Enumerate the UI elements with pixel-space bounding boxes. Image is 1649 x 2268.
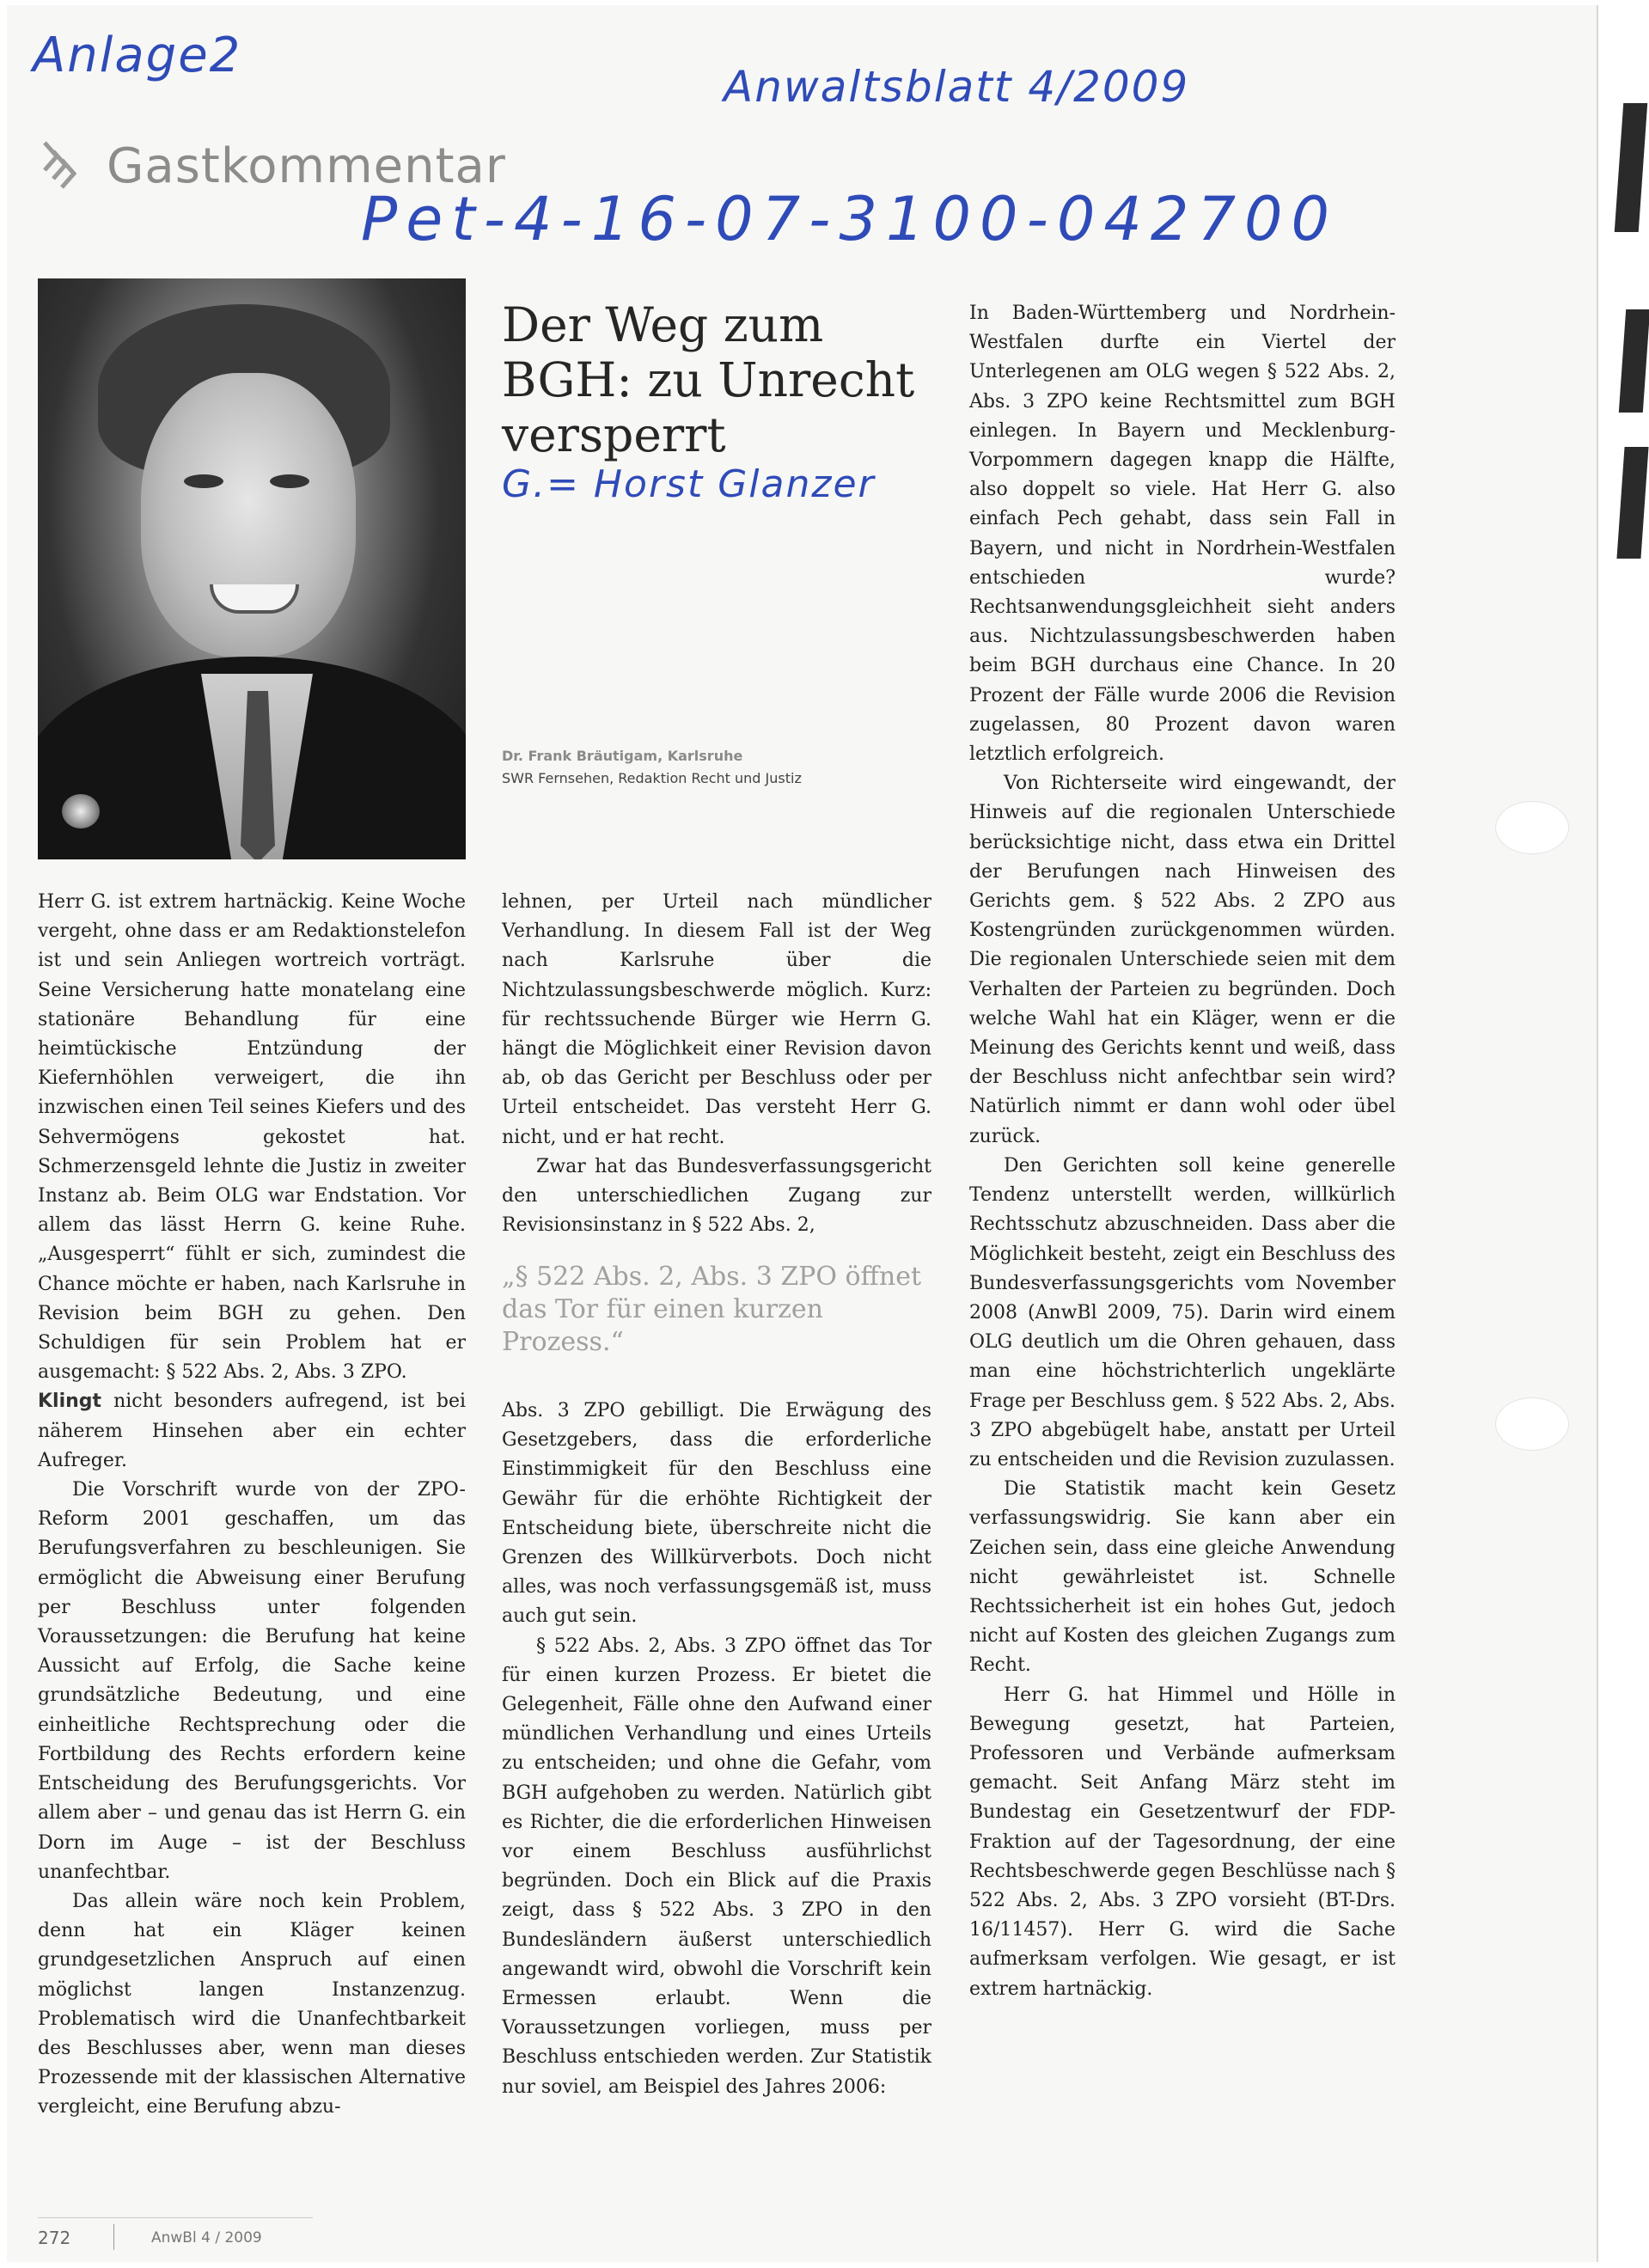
footer-rule <box>38 2217 313 2218</box>
paragraph: Die Vorschrift wurde von der ZPO-Reform 2001 geschaffen, um das Berufungsverfahren zu beschleunigen. Sie ermöglicht die Abweisung einer Berufung per Beschluss unter folgenden Voraussetzungen: die Berufung hat keine Aussicht auf Erfolg, die Sache keine grundsätzliche Bedeutung, und eine einheitliche Rechtsprechung oder die Fortbildung des Rechts erfordern keine Entscheidung des Berufungsgerichts. Vor allem aber – und genau das ist Herrn G. ein Dorn im Auge – ist der Beschluss unanfechtbar. <box>38 1479 466 1883</box>
author-name: Dr. Frank Bräutigam, Karlsruhe <box>502 748 743 764</box>
handwritten-reference-number: Pet-4-16-07-3100-042700 <box>361 184 1339 254</box>
scan-edge <box>1600 0 1649 2268</box>
paragraph: Herr G. hat Himmel und Hölle in Bewegung gesetzt, hat Parteien, Professoren und Verbände aufmerksam gemacht. Seit Anfang März steht im Bundestag ein Gesetzentwurf der FDP-Fraktion auf der Tagesordnung, der eine Rechtsbeschwerde gegen Beschlüsse nach § 522 Abs. 2, Abs. 3 ZPO vorsieht (BT-Drs. 16/11457). Herr G. wird die Sache aufmerksam verfolgen. Wie gesagt, er ist extrem hartnäckig. <box>969 1684 1396 2000</box>
paragraph: § 522 Abs. 2, Abs. 3 ZPO öffnet das Tor für einen kurzen Prozess. Er bietet die Gelegenheit, Fälle ohne den Aufwand einer mündlichen Verhandlung und eines Urteils zu entscheiden; und ohne die Gefahr, vom BGH aufgehoben zu werden. Natürlich gibt es Richter, die die erforderlichen Hinweisen vor einem Beschluss ausführlichst begründen. Doch ein Blick auf die Praxis zeigt, dass § 522 Abs. 3 ZPO in den Bundesländern äußerst unterschiedlich angewandt wird, obwohl die Vorschrift kein Ermessen erlaubt. Wenn die Voraussetzungen vorliegen, muss per Beschluss entschieden werden. Zur Statistik nur soviel, am Beispiel des Jahres 2006: <box>502 1635 931 2098</box>
author-portrait <box>38 278 466 859</box>
paragraph: Die Statistik macht kein Gesetz verfassungswidrig. Sie kann aber ein Zeichen sein, dass eine gleiche Anwendung nicht gewährleistet ist. Schnelle Rechtssicherheit ist ein hohes Gut, jedoch nicht auf Kosten des gleichen Zugangs zum Recht. <box>969 1478 1396 1677</box>
punch-hole-lower <box>1495 1397 1569 1451</box>
paragraph: Das allein wäre noch kein Problem, denn hat ein Kläger keinen grundgesetzlichen Anspruch auf einen möglichst langen Instanzenzug. Problematisch wird die Unanfechtbarkeit des Beschlusses aber, wenn man dieses Prozessende mit der klassischen Alternative vergleicht, eine Berufung abzu- <box>38 1890 466 2118</box>
article-column-3 <box>969 299 1396 2004</box>
page-number: 272 <box>38 2228 71 2248</box>
handwritten-source-note: Anwaltsblatt 4/2009 <box>724 62 1190 112</box>
article-column-2-top <box>502 888 931 1240</box>
article-column-1 <box>38 888 466 2123</box>
article-headline: Der Weg zum BGH: zu Unrecht versperrt <box>502 297 915 462</box>
paragraph: In Baden-Württemberg und Nordrhein-Westfalen durfte ein Viertel der Unterlegenen am OLG wegen § 522 Abs. 2, Abs. 3 ZPO keine Rechtsmittel zum BGH einlegen. In Bayern und Mecklenburg-Vorpommern dagegen knapp die Hälfte, also doppelt so viele. Hat Herr G. also einfach Pech gehabt, dass sein Fall in Bayern, und nicht in Nordrhein-Westfalen entschieden wurde? Rechtsanwendungsgleichheit sieht anders aus. Nichtzulassungsbeschwerden haben beim BGH durchaus eine Chance. In 20 Prozent der Fälle wurde 2006 die Revision zugelassen, 80 Prozent davon waren letztlich erfolgreich. <box>969 303 1396 766</box>
handwritten-word: Klingt <box>38 1391 102 1413</box>
author-role: SWR Fernsehen, Redaktion Recht und Justiz <box>502 770 802 786</box>
pull-quote: „§ 522 Abs. 2, Abs. 3 ZPO öffnet das Tor für einen kurzen Prozess.“ <box>502 1262 921 1357</box>
issue-label: AnwBl 4 / 2009 <box>151 2229 262 2247</box>
paragraph: Abs. 3 ZPO gebilligt. Die Erwägung des Gesetzgebers, dass die erforderliche Einstimmigkeit für den Beschluss eine Gewähr für die erhöhte Richtigkeit der Entscheidung biete, überschreite nicht die Grenzen des Willkürverbots. Doch nicht alles, was noch verfassungsgemäß ist, muss auch gut sein. <box>502 1400 931 1628</box>
punch-hole-upper <box>1495 801 1569 854</box>
handwritten-annex-label: Anlage2 <box>33 28 242 83</box>
article-column-2-bottom <box>502 1397 931 2102</box>
handwritten-name-note: G.= Horst Glanzer <box>502 462 876 506</box>
paragraph: Herr G. ist extrem hartnäckig. Keine Woche vergeht, ohne dass er am Redaktionstelefon ist und sein Anliegen wortreich vorträgt. Seine Versicherung hatte monatelang eine stationäre Behandlung für eine heimtückische Entzündung der Kiefernhöhlen verweigert, die ihn inzwischen einen Teil seines Kiefers und des Sehvermögens gekostet hat. Schmerzensgeld lehnte die Justiz in zweiter Instanz ab. Beim OLG war Endstation. Vor allem das lässt Herrn G. keine Ruhe. „Ausgesperrt“ fühlt er sich, zumindest die Chance möchte er haben, nach Karlsruhe in Revision beim BGH zu gehen. Den Schuldigen für sein Problem hat er ausgemacht: § 522 Abs. 2, Abs. 3 ZPO. <box>38 891 466 1384</box>
paragraph: Von Richterseite wird eingewandt, der Hinweis auf die regionalen Unterschiede berücksichtige nicht, dass etwa ein Drittel der Berufungen nach Hinweisen des Gerichts gem. § 522 Abs. 2 ZPO aus Kostengründen zurückgenommen würden. Die regionalen Unterschiede seien mit dem Verhalten der Parteien zu begründen. Doch welche Wahl hat ein Kläger, wenn er die Meinung des Gerichts kennt und weiß, dass der Beschluss nicht anfechtbar sein wird? Natürlich nimmt er dann wohl oder übel zurück. <box>969 773 1396 1147</box>
paragraph: lehnen, per Urteil nach mündlicher Verhandlung. In diesem Fall ist der Weg nach Karlsruhe über die Nichtzulassungsbeschwerde möglich. Kurz: für rechtssuchende Bürger wie Herrn G. hängt die Möglichkeit einer Revision davon ab, ob das Gericht per Beschluss oder per Urteil entscheidet. Das versteht Herr G. nicht, und er hat recht. <box>502 891 931 1148</box>
section-kicker <box>38 138 506 194</box>
paragraph: Den Gerichten soll keine generelle Tendenz unterstellt werden, willkürlich Rechtsschutz abzuschneiden. Dass aber die Möglichkeit besteht, zeigt ein Beschluss des Bundesverfassungsgerichts vom November 2008 (AnwBl 2009, 75). Darin wird einem OLG deutlich um die Ohren gehauen, dass man eine höchstrichterlich ungeklärte Frage per Beschluss gem. § 522 Abs. 2, Abs. 3 ZPO abgebügelt habe, anstatt per Urteil zu entscheiden und die Revision zuzulassen. <box>969 1154 1396 1470</box>
chevron-stack-icon <box>38 138 89 194</box>
section-title: Gastkommentar <box>107 138 506 194</box>
footer-separator <box>113 2224 114 2250</box>
paragraph: Zwar hat das Bundesverfassungsgericht den unterschiedlichen Zugang zur Revisionsinstanz in § 522 Abs. 2, <box>502 1155 931 1237</box>
paragraph-continued: Klingt nicht besonders aufregend, ist bei näherem Hinsehen aber ein echter Aufreger. <box>38 1391 466 1471</box>
